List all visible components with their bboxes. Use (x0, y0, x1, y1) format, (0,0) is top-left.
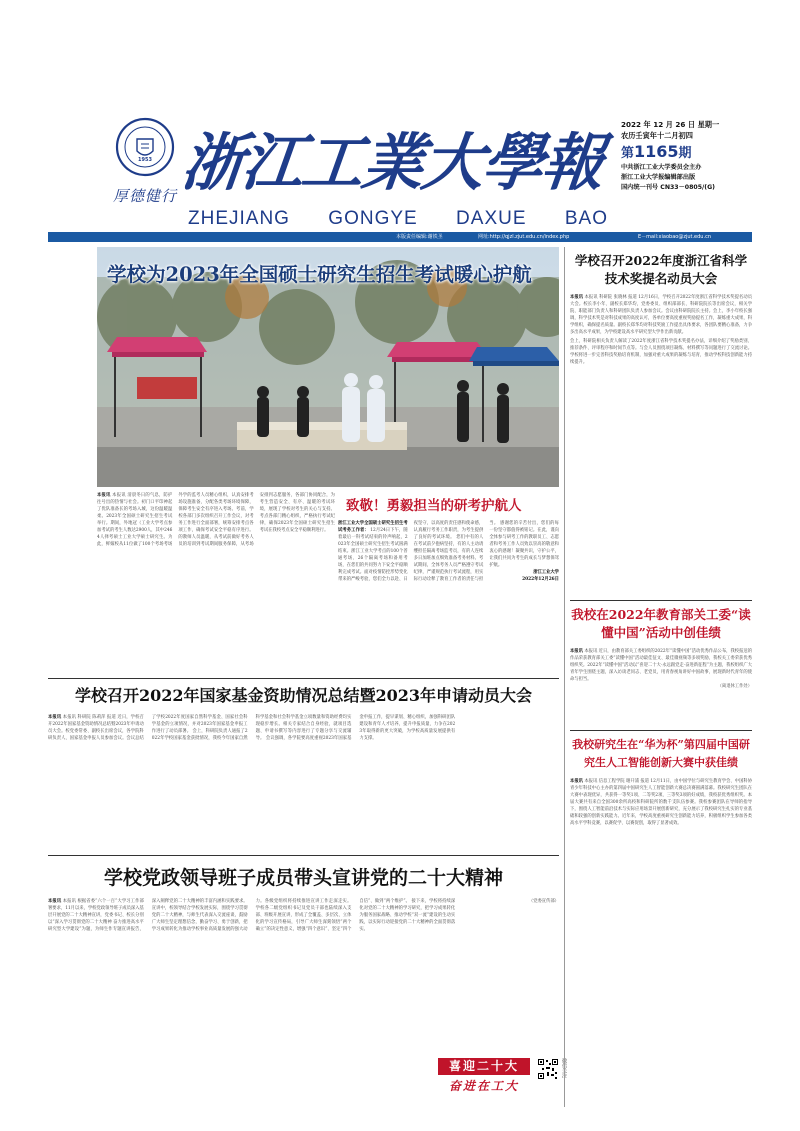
info-bar (48, 232, 752, 242)
pinyin-word: GONGYE (328, 208, 418, 229)
lunar-date: 农历壬寅年十二月初四 (621, 131, 693, 140)
calligraphy-motto: 厚德健行 (113, 187, 178, 205)
story2-body (338, 520, 559, 672)
story1-body (97, 492, 335, 672)
sponsor: 中共浙江工业大学委员会主办 (621, 164, 702, 171)
side2-headline: 我校在2022年教育部关工委“读懂中国”活动中创佳绩 (571, 607, 751, 640)
story4-text-a: 本报讯 根据省委“六个一百”大学习工作部署要求，11月以来，学校党政领导班子成员深入基层开展党的二十大精神宣讲，党委书记、校长分别以“深入学习贯彻党的二十大精神 奋力推进高水平研究型大学建设”为题，为师生作专题宣讲报告，深入阐释党的二十大精神的丰富内涵和实践要求。 (48, 899, 248, 932)
website-link[interactable]: 网址:http://qjzl.zjut.edu.cn/index.php (478, 234, 570, 240)
story1-byline: 本报讯 (97, 493, 111, 498)
story4-headline: 学校党政领导班子成员带头宣讲党的二十大精神 (103, 867, 503, 889)
university-seal-icon (115, 117, 175, 177)
divider-line (48, 855, 559, 856)
cn-code: 国内统一刊号 CN33－0805/(G) (621, 184, 716, 191)
story3-headline: 学校召开2022年国家基金资助情况总结暨2023年申请动员大会 (74, 686, 533, 705)
story4-text-c: 学校各二级党组织书记及党员干部也陆续深入支部、班级开展宣讲，形成了全覆盖、多层次、立体化的学习宣传格局，引导广大师生深刻领悟“两个确立”的决定性意义，增强“四个意识”、坚定“四个自信”、做到“两个维护”。 (255, 899, 411, 932)
email-link[interactable]: E－mail:xiaobao@zjut.edu.cn (638, 234, 711, 240)
issue-prefix: 第 (621, 146, 635, 161)
qr-code-icon (537, 1058, 559, 1080)
story2-sign-date: 2022年12月26日 (522, 577, 559, 582)
story3-body (48, 714, 559, 850)
side3-headline: 我校研究生在“华为杯”第四届中国研究生人工智能创新大赛中获佳绩 (572, 738, 750, 769)
story2-headline: 致敬！勇毅担当的研考护航人 (346, 498, 522, 514)
story2-text-a: 12月24日下午，随着最后一科考试结束的铃声响起，2023年全国硕士研究生招生考试圆满结束。浙江工业大学考点的100个普通考场、26个隔离考场和备用考场，在您们的共同努力下安全平稳顺利完成考试。面对疫情防控形势变化带来的严峻考验，您们全力以赴、日夜坚守，以高度的责任感和使命感，认真履行考务工作职责，为考生提供了良好的考试环境。 (338, 521, 484, 582)
side2-text: 本报讯 近日，由教育部关工委组织的2022年“读懂中国”活动优秀作品公布，我校报送的作品荣获教育部关工委“读懂中国”活动最佳征文、最佳微视频等多项奖励，我校关工委荣获优秀组织奖。2022年“读懂中国”活动以“喜迎二十大·永远跟党走·奋进新征程”为主题，我校组织广大青年学生围绕主题，深入访谈老同志、老党员，用青春视角讲好中国故事，展现新时代青年的使命与担当。 (570, 649, 752, 682)
side3-byline: 本报讯 (570, 779, 583, 784)
story2-box (338, 492, 559, 672)
side2-body (570, 648, 752, 724)
side2-byline: 本报讯 (570, 649, 583, 654)
issue-suffix: 期 (678, 146, 692, 161)
story1-headline: 学校为2023年全国硕士研究生招生考试暖心护航 (107, 263, 532, 286)
editor-credit: 本版责任编辑:谢铁圣 (396, 234, 443, 240)
side1-headline: 学校召开2022年度浙江省科学技术奖提名动员大会 (574, 253, 748, 286)
masthead (0, 0, 800, 232)
banner-line-1: 喜迎二十大 (438, 1058, 530, 1075)
story2-intro: 浙江工业大学全国硕士研究生招生考试考务工作者： (338, 521, 408, 533)
story4-editor-note: （党委宣传部） (528, 899, 559, 904)
story3-byline: 本报讯 (48, 715, 62, 720)
title-pinyin (188, 208, 608, 228)
divider-line (570, 730, 752, 731)
story3-text-a: 本报讯 科研院 陈莉萍 报道 近日，学校召开2022年国家基金资助情况总结暨2023年申请动员大会。校党委常委、副校长出席会议，各学院科研负责人、国家基金申报人员参加会议。会议总结了学校2022年度国家自然科学基金、国家社会科学基金的立项情况，并对2023年国家基金申报工作进行了动员部署。 (48, 715, 248, 741)
story2-text-b: 您们中有的人在考试前夕抱病坚持，有的人主动请缨担任隔离考场监考员，有的人连续多日加班加点细致准备考务材料。考试期间，全体考务人员严格遵守考试纪律，严谨规范执行考试流程，用实际行动诠释了教育工作者的责任与担当。 (413, 521, 499, 582)
issue-number-line (621, 143, 751, 163)
side2-note: （离退休工作处） (717, 684, 752, 689)
story1-text-2: 的教师人员温暖，从考试前做好考务人员的培训到考试期间服务保障，从考场安排到志愿服务，各部门协同配合，为考生营造安全、有序、温暖的考试环境，展现了学校对考生的关心与支持。考点各部门精心组织，严格执行考试纪律，确保2023年全国硕士研究生招生考试在我校考点安全平稳顺利进行。 (178, 493, 335, 547)
pinyin-word: BAO (564, 208, 608, 229)
story2-text-c: 感谢您的辛苦付出，您们的每一份坚守都值得被铭记。在此，谨向全体参与研考工作的教职员工、志愿者和考务工作人员致以崇高的敬意和衷心的感谢！凝聚共识，守护公平，让我们共同为考生的成长与梦想保驾护航。 (489, 521, 559, 568)
divider-line (570, 600, 752, 601)
story4-byline: 本报讯 (48, 899, 62, 904)
main-photo (97, 247, 559, 487)
side1-body (570, 294, 752, 594)
pinyin-word: DAXUE (456, 208, 527, 229)
story4-text-b: 宣讲中，校领导结合学校发展实际，围绕学习贯彻党的二十大精神，与师生代表深入交流座谈，鼓励广大师生坚定理想信念，勤奋学习、勇于创新，把学习成果转化为推动学校事业高质量发展的强大动力。各级党组织将持续推进宣讲工作走深走实。 (151, 899, 352, 932)
side3-text: 本报讯 信息工程学院 谢开浦 报道 12月11日，由中国学位与研究生教育学会、中国科协青少年科技中心主办的第四届中国研究生人工智能创新大赛总决赛圆满落幕。我校研究生团队在大赛中表现优异，共获得一等奖1项、二等奖2项、三等奖3项的好成绩，我校获优秀组织奖。本届大赛共有来自全国300余所高校和科研院所的数千支队伍参赛。我校参赛团队在导师的指导下，围绕人工智能前沿技术与实际应用场景开展创新研究，充分展示了我校研究生扎实的专业基础和较强的创新实践能力。近年来，学校高度重视研究生创新能力培养，积极组织学生参加各类高水平学科竞赛，以赛促学、以赛促创，取得了显著成效。 (570, 779, 752, 826)
side1-text-b: 会上，科研院相关负责人解读了2022年度浙江省科学技术奖提名办法，详细介绍了奖励类别、推荐条件、评审程序和时间节点等。与会人员围绕项目凝练、材料撰写等问题进行了交流讨论。学校将进一步完善科技奖励培育机制，加强对重大成果的凝练与培育，推动学校科技创新能力持续提升。 (570, 339, 752, 365)
divider-line (48, 678, 559, 679)
story3-text-c: 会议强调，各学院要高度重视2023年国家基金申报工作，提早谋划、精心组织，加强科研团队建设和青年人才培养，提升申报质量，力争在2023年取得新的更大突破，为学校高质量发展提供有力支撑。 (265, 715, 456, 741)
story3-text-b: 会上，科研院负责人通报了2022年学校国家基金获批情况，我校今年国家自然科学基金和社会科学基金立项数量和资助经费均实现稳步增长。相关专家结合自身经验，就项目选题、申请书撰写等内容进行了专题分享与交流辅导。 (151, 715, 352, 741)
issue-number: 1165 (634, 142, 679, 161)
twentieth-congress-banner (438, 1058, 530, 1098)
side3-body (570, 778, 752, 1103)
side1-byline: 本报讯 (570, 295, 584, 300)
issue-info (621, 119, 751, 229)
side1-text: 本报讯 科研院 张晓林 报道 12月16日，学校召开2022年度浙江省科学技术奖提名动员大会。校长李小年、副校长郑华均，党委委员、组织部部长、科研院院长等出席会议，相关学院、职能部门负责人和科研团队负责人参加会议。会议由科研院院长主持。会上，李小年校长强调，科学技术奖是对科技成果的高度认可，各单位要高度重视奖励提名工作，凝练重大成果，科学组织，确保提名质量。副校长郑华均对科技奖励工作提出具体要求，各团队要精心准备，力争多出高水平成果，为学校建设高水平研究型大学作出新贡献。 (570, 295, 752, 335)
story2-signature: 浙江工业大学 (533, 570, 559, 575)
issue-date: 2022 年 12 月 26 日 星期一 (621, 120, 720, 129)
story1-text: 本报讯 清晨冬日的气息，防护往号出的热情与社会。初门口平印神起了优队准备长的考场入城，这份温暖温柔。2023年全国硕士研究生招生考试举行。期间，外地冠（工业大学考点参加考试的考生人数达2900人，其中2464人择考硕士工业大学硕士研究生。为此，鲜嫁校从11位做了100个考场考场外学的监考人员精心组织，认真安排考场设施准备，分配各类考场环境保障，保障考生安全有序进入考场。考前，学校各部门多次组织召开工作会议，对考务工作进行全面部署，统筹安排考点各项工作，确保考试安全平稳有序进行。 (97, 493, 254, 547)
newspaper-title: 浙江工業大學報 (178, 126, 606, 199)
publisher: 浙江工业大学报编辑部出版 (621, 174, 696, 181)
pinyin-word: ZHEJIANG (188, 208, 290, 229)
svg-text:1953: 1953 (138, 157, 152, 163)
story4-text-d: 接下来，学校将持续深化对党的二十大精神的学习研究，把学习成果转化为服务国家战略、推动学校“双一流”建设的生动实践，以实际行动迎接党的二十大精神的全面贯彻落实。 (359, 899, 456, 932)
qr-code[interactable] (537, 1058, 559, 1098)
column-divider (564, 247, 565, 1107)
banner-line-2: 奋进在工大 (448, 1079, 519, 1093)
